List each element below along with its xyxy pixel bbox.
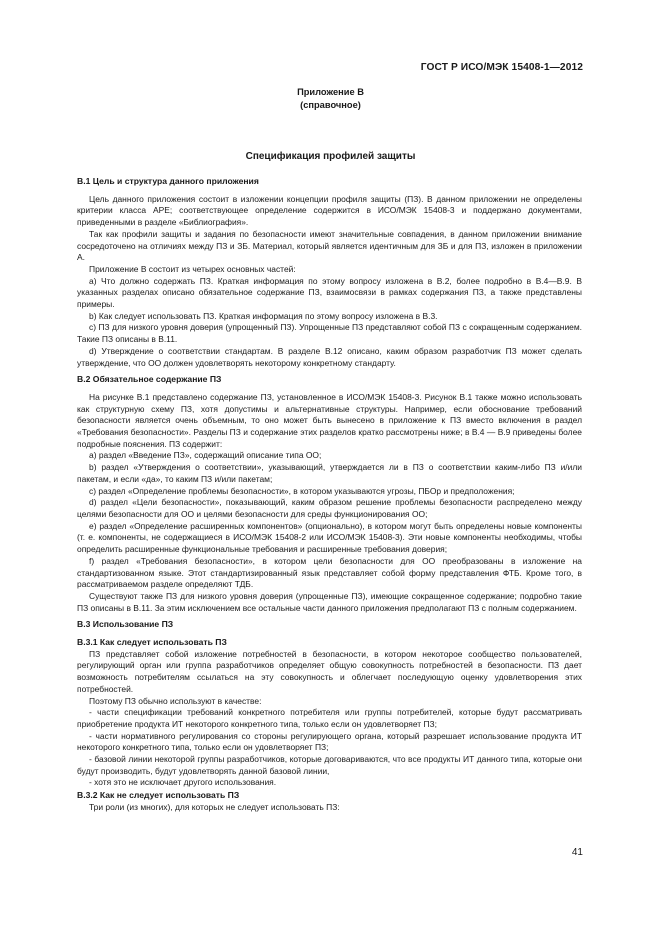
paragraph: Поэтому ПЗ обычно используют в качестве: (89, 695, 262, 706)
paragraph: Приложение В состоит из четырех основных частей: (89, 263, 296, 274)
list-item: d) Утверждение о соответствии стандартам. В разделе В.12 описано, каким образом разработчик ПЗ может сделать утверждение, что ОО должен удовлетворять некоторому конкретному стандарту. (77, 345, 582, 368)
document-body (77, 176, 582, 814)
list-item: b) раздел «Утверждения о соответствии», указывающий, утверждается ли в ПЗ о соответствии каким-либо ПЗ и/или пакетам, и если «да», то каким ПЗ и/или пакетам; (77, 462, 582, 484)
list-item: a) Что должно содержать ПЗ. Краткая информация по этому вопросу изложена в В.2, более подробно в В.4—В.9. В указанных разделах описано обязательное содержание ПЗ, взаимосвязи в рамках содержания ПЗ, а также представлены примеры. (77, 275, 582, 310)
list-item: f) раздел «Требования безопасности», в котором цели безопасности для ОО преобразованы в изложение на стандартизованном языке. Этот стандартизированный язык представляет собой форму представления ФТБ. Кроме того, в рассматриваемом разделе определяют ТДБ. (77, 555, 582, 590)
paragraph: Три роли (из многих), для которых не следует использовать ПЗ: (89, 801, 340, 812)
paragraph: Так как профили защиты и задания по безопасности имеют значительные совпадения, в данном приложении внимание сосредоточено на отличиях между ПЗ и ЗБ. Материал, который является идентичным для ЗБ и для ПЗ, изложен в приложении А. (77, 228, 582, 263)
annex-subtitle: (справочное) (300, 100, 361, 110)
list-item: e) раздел «Определение расширенных компонентов» (опционально), в котором могут быть определены новые компоненты (т. е. компоненты, не содержащиеся в ИСО/МЭК 15408-2 или ИСО/МЭК 15408-3). Эти новые компоненты необходимы, чтобы определить расширенные функциональные требования и расширенные требования доверия; (77, 520, 582, 555)
subsection-heading: В.3.1 Как следует использовать ПЗ (77, 637, 227, 648)
list-item: a) раздел «Введение ПЗ», содержащий описание типа ОО; (89, 450, 322, 461)
spec-title: Спецификация профилей защиты (245, 151, 416, 162)
list-item: - части спецификации требований конкретного потребителя или группы потребителей, которые будут рассматривать приобретение продукта ИТ некоторого конкретного типа, только если он удовлетворяет ПЗ; (77, 707, 582, 729)
page-number: 41 (571, 847, 583, 858)
section-heading: В.3 Использование ПЗ (77, 619, 174, 630)
list-item: c) ПЗ для низкого уровня доверия (упрощенный ПЗ). Упрощенные ПЗ представляют собой ПЗ с сокращенным содержанием. Такие ПЗ описаны в В.11. (77, 322, 582, 345)
list-item: - части нормативного регулирования со стороны регулирующего органа, который разрешает использование продукта ИТ некоторого конкретного типа, только если он удовлетворяет ПЗ; (77, 730, 582, 753)
section-heading: В.2 Обязательное содержание ПЗ (77, 374, 222, 385)
paragraph: Существуют также ПЗ для низкого уровня доверия (упрощенные ПЗ), имеющие сокращенное содержание; подробно такие ПЗ описаны в В.11. За этим исключением все остальные части данного приложения предполагают ПЗ с полным содержанием. (77, 590, 582, 613)
annex-title: Приложение В (297, 87, 364, 97)
paragraph: Цель данного приложения состоит в изложении концепции профиля защиты (ПЗ). В данном приложении не определены критерии класса APE; соответствующее определение содержится в ИСО/МЭК 15408-3 и поддержано документами, приведенными в разделе «Библиография». (77, 193, 582, 228)
list-item: - базовой линии некоторой группы разработчиков, которые договариваются, что все продукты ИТ данного типа, которые они будут производить, будут удовлетворять данной базовой линии, (77, 754, 582, 776)
paragraph: ПЗ представляет собой изложение потребностей в безопасности, в котором некоторое сообщество пользователей, регулирующий орган или группа разработчиков определяет общую совокупность потребностей в безопасности. ПЗ дает возможность потребителям ссылаться на эту совокупность и облегчает последующую оценку удовлетворения этих потребностей. (77, 648, 582, 694)
section-heading: В.1 Цель и структура данного приложения (77, 176, 259, 186)
list-item: - хотя это не исключает другого использования. (89, 777, 277, 788)
list-item: c) раздел «Определение проблемы безопасности», в котором указываются угрозы, ПБОр и предположения; (89, 485, 515, 496)
list-item: b) Как следует использовать ПЗ. Краткая информация по этому вопросу изложена в В.3. (89, 310, 438, 321)
subsection-heading: В.3.2 Как не следует использовать ПЗ (77, 790, 240, 801)
list-item: d) раздел «Цели безопасности», показывающий, каким образом решение проблемы безопасности распределено между целями безопасности для ОО и целями безопасности для среды функционирования ОО; (77, 497, 582, 519)
document-code: ГОСТ Р ИСО/МЭК 15408-1—2012 (420, 62, 583, 73)
paragraph: На рисунке В.1 представлено содержание ПЗ, установленное в ИСО/МЭК 15408-3. Рисунок В.1 также можно использовать как структурную схему ПЗ, хотя допустимы и альтернативные структуры. Например, если обоснование требований безопасности является очень объемным, то оно может быть вынесено в приложение к ПЗ вместо включения в раздел «Требования безопасности». Разделы ПЗ и содержание этих разделов кратко рассмотрены ниже; в В.4 — В.9 приведены более подробные пояснения. ПЗ содержит: (77, 391, 582, 449)
